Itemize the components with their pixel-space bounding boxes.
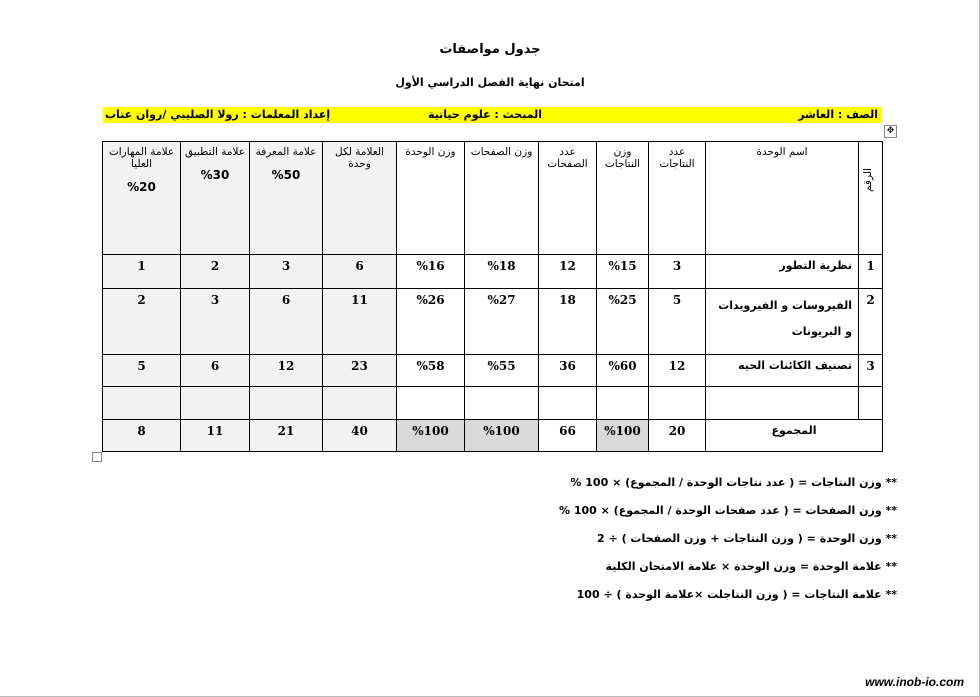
note: ** علامة النتاجات = ( وزن النتاجلت ×علامة الوحدة ) ÷ 100: [576, 588, 897, 601]
table-row: [103, 255, 883, 289]
cell: 12: [649, 355, 706, 387]
cell: %16: [397, 255, 465, 289]
header-pages-count: عدد الصفحات: [539, 142, 597, 255]
cell: تصنيف الكائنات الحيه: [706, 355, 859, 387]
header-outcomes-count: عدد النتاجات: [649, 142, 706, 255]
cell: %100: [397, 420, 465, 452]
cell: 2: [181, 255, 250, 289]
cell: 11: [323, 289, 397, 355]
header-number: الرقم: [859, 142, 883, 255]
note: ** علامة الوحدة = وزن الوحدة × علامة الامتحان الكلية: [605, 560, 897, 573]
table-move-handle-icon[interactable]: ✥: [884, 125, 897, 138]
grade-label: الصف : العاشر: [798, 108, 878, 121]
cell: 36: [539, 355, 597, 387]
cell: 3: [181, 289, 250, 355]
cell: %26: [397, 289, 465, 355]
cell: 12: [539, 255, 597, 289]
subject-label: المبحث : علوم حياتية: [427, 108, 542, 121]
header-pages-weight: وزن الصفحات: [465, 142, 539, 255]
cell: %55: [465, 355, 539, 387]
cell: 5: [649, 289, 706, 355]
page-subtitle: امتحان نهاية الفصل الدراسي الأول: [395, 76, 585, 89]
header-unit-name: اسم الوحدة: [706, 142, 859, 255]
cell: 1: [859, 255, 883, 289]
note: ** وزن الوحدة = ( وزن النتاجات + وزن الصفحات ) ÷ 2: [597, 532, 897, 545]
watermark: www.inob-io.com: [865, 675, 964, 689]
cell: 18: [539, 289, 597, 355]
cell: 5: [103, 355, 181, 387]
cell: 2: [103, 289, 181, 355]
cell: %15: [597, 255, 649, 289]
header-unit-weight: وزن الوحدة: [397, 142, 465, 255]
header-outcomes-weight: وزن النتاجات: [597, 142, 649, 255]
cell: 12: [250, 355, 323, 387]
cell: 3: [250, 255, 323, 289]
cell: %18: [465, 255, 539, 289]
table-resize-handle[interactable]: [92, 452, 102, 462]
table-row: [103, 289, 883, 355]
cell: 40: [323, 420, 397, 452]
cell: 21: [250, 420, 323, 452]
empty-row: [103, 387, 883, 420]
note: ** وزن الصفحات = ( عدد صفحات الوحدة / المجموع) × 100 %: [558, 504, 897, 517]
cell: 11: [181, 420, 250, 452]
header-unit-mark: العلامة لكل وحدة: [323, 142, 397, 255]
cell: 1: [103, 255, 181, 289]
header-knowledge-mark: علامة المعرفة %50: [250, 142, 323, 255]
prepared-by-label: إعداد المعلمات : رولا الصليبي /روان عتاب: [105, 108, 331, 121]
header-higher-skills-mark: علامة المهارات العليا %20: [103, 142, 181, 255]
cell: 3: [649, 255, 706, 289]
cell: الفيروسات و الفيرويدات و البريونات: [706, 289, 859, 355]
cell: 23: [323, 355, 397, 387]
header-row: [103, 142, 883, 255]
cell: %100: [465, 420, 539, 452]
total-row: [103, 420, 883, 452]
cell: %58: [397, 355, 465, 387]
specification-table: [102, 141, 883, 452]
cell: 8: [103, 420, 181, 452]
header-application-mark: علامة التطبيق %30: [181, 142, 250, 255]
cell: %60: [597, 355, 649, 387]
cell: 66: [539, 420, 597, 452]
cell: 6: [250, 289, 323, 355]
info-bar: [103, 107, 882, 123]
cell: %25: [597, 289, 649, 355]
cell: 6: [181, 355, 250, 387]
cell: %27: [465, 289, 539, 355]
cell: 20: [649, 420, 706, 452]
note: ** وزن النتاجات = ( عدد نتاجات الوحدة / المجموع) × 100 %: [570, 476, 897, 489]
cell: %100: [597, 420, 649, 452]
cell: 3: [859, 355, 883, 387]
cell: 6: [323, 255, 397, 289]
cell: نظرية التطور: [706, 255, 859, 289]
formula-notes: [559, 476, 897, 616]
table-row: [103, 355, 883, 387]
total-label: المجموع: [706, 420, 883, 452]
page-title: جدول مواصفات: [439, 42, 541, 57]
cell: 2: [859, 289, 883, 355]
